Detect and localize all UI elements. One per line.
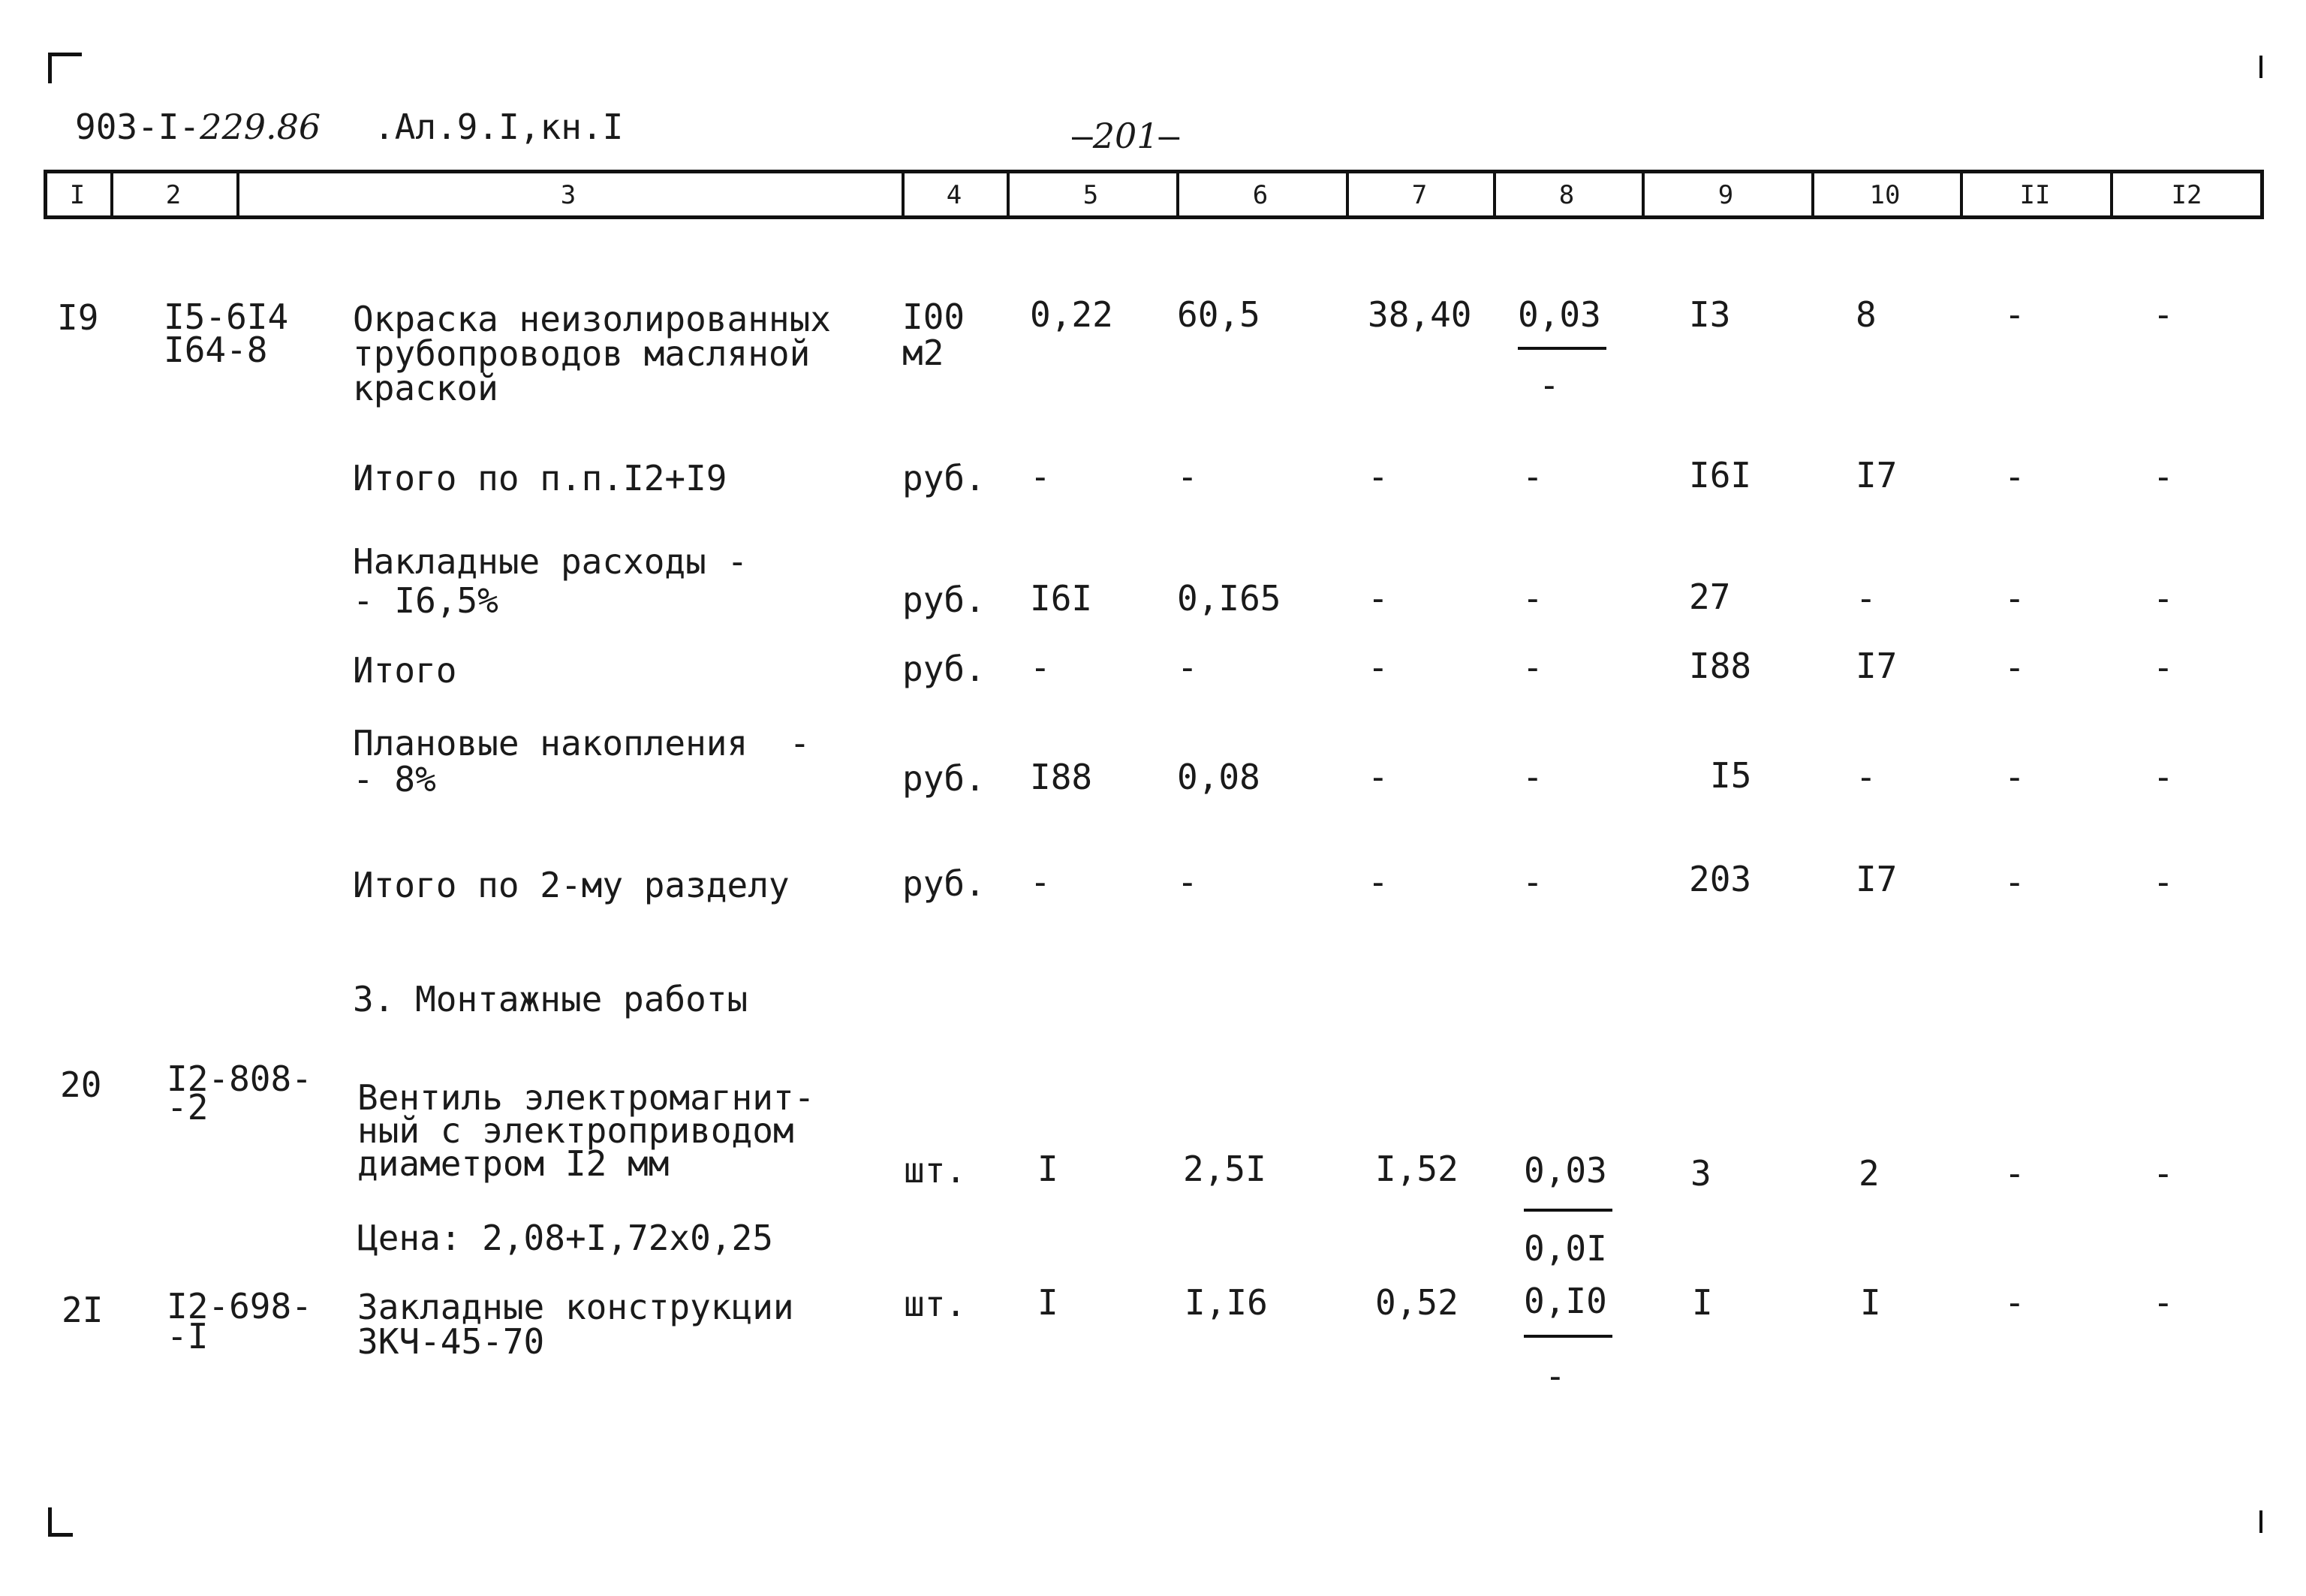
machine-cost-top: 0,03 xyxy=(1518,294,1601,335)
quantity: I xyxy=(1037,1149,1058,1189)
quantity: I6I xyxy=(1030,578,1093,619)
page-number xyxy=(1072,116,1180,156)
column-number-7: 7 xyxy=(1411,180,1428,210)
wages: - xyxy=(1368,862,1389,902)
machine-cost-bottom: 0,0I xyxy=(1524,1228,1607,1269)
total-wages: I xyxy=(1860,1282,1881,1323)
machine-cost: - xyxy=(1522,578,1543,619)
column-number-12: I2 xyxy=(2171,180,2202,210)
col-11-value: - xyxy=(2004,456,2025,497)
col-12-value: - xyxy=(2153,1153,2174,1194)
total-cost: I3 xyxy=(1689,294,1731,335)
col-11-value: - xyxy=(2004,647,2025,688)
wages: - xyxy=(1368,456,1389,497)
fraction-line xyxy=(1524,1335,1612,1338)
total-cost: I88 xyxy=(1689,646,1752,686)
machine-cost-bottom: - xyxy=(1539,365,1560,405)
work-name: Итого по 2-му разделу xyxy=(353,865,790,905)
wages: - xyxy=(1368,757,1389,797)
quantity: I88 xyxy=(1030,757,1093,797)
rate-code: I2-808- -2 xyxy=(167,1058,312,1128)
work-name: Итого по п.п.I2+I9 xyxy=(353,458,727,498)
col-12-value: - xyxy=(2153,647,2174,688)
total-cost: 203 xyxy=(1689,859,1752,899)
column-number-11: II xyxy=(2019,180,2051,210)
work-name: Вентиль электромагнит- ный с электроприводом диаметром I2 мм xyxy=(357,1077,815,1184)
price-formula: Цена: 2,08+I,72х0,25 xyxy=(357,1218,773,1258)
wages: I,52 xyxy=(1375,1149,1459,1189)
column-number-header xyxy=(44,170,2264,219)
machine-cost-top: 0,I0 xyxy=(1524,1281,1607,1321)
column-number-1: I xyxy=(69,180,86,210)
total-wages: 8 xyxy=(1856,294,1877,335)
column-number-2: 2 xyxy=(165,180,182,210)
col-11-value: - xyxy=(2004,757,2025,797)
unit-cost: 0,08 xyxy=(1177,757,1260,797)
column-divider xyxy=(902,173,905,215)
column-number-8: 8 xyxy=(1558,180,1575,210)
corner-mark-top-right xyxy=(2259,56,2262,78)
col-12-value: - xyxy=(2153,294,2174,335)
unit-cost: I,I6 xyxy=(1185,1282,1268,1323)
unit: шт. xyxy=(904,1150,967,1191)
rate-code: I2-698- -I xyxy=(167,1286,312,1357)
column-divider xyxy=(1493,173,1496,215)
column-number-4: 4 xyxy=(946,180,962,210)
wages: 38,40 xyxy=(1368,294,1472,335)
column-number-6: 6 xyxy=(1252,180,1269,210)
column-number-3: 3 xyxy=(560,180,576,210)
fraction-line xyxy=(1518,347,1606,350)
wages: 0,52 xyxy=(1375,1282,1459,1323)
column-divider xyxy=(1346,173,1349,215)
column-divider xyxy=(1176,173,1179,215)
unit: руб. xyxy=(902,863,986,904)
page-number-dash-left: — xyxy=(1072,116,1093,156)
quantity: I xyxy=(1037,1282,1058,1323)
column-divider xyxy=(1642,173,1645,215)
machine-cost: - xyxy=(1522,862,1543,902)
corner-mark-bottom-left xyxy=(48,1507,73,1537)
quantity: - xyxy=(1030,647,1051,688)
machine-cost: - xyxy=(1522,456,1543,497)
unit-cost: 60,5 xyxy=(1177,294,1260,335)
quantity: - xyxy=(1030,862,1051,902)
document-code-handwritten: 229.86 xyxy=(200,107,321,147)
col-12-value: - xyxy=(2153,578,2174,619)
unit: руб. xyxy=(902,580,986,620)
row-number: 2I xyxy=(62,1290,104,1330)
document-code-prefix: 903-I- xyxy=(75,107,200,147)
column-divider xyxy=(110,173,113,215)
machine-cost: - xyxy=(1522,757,1543,797)
total-wages: I7 xyxy=(1856,859,1898,899)
total-cost: I6I xyxy=(1689,455,1752,495)
col-12-value: - xyxy=(2153,862,2174,902)
unit: руб. xyxy=(902,758,986,799)
col-11-value: - xyxy=(2004,1153,2025,1194)
total-wages: I7 xyxy=(1856,455,1898,495)
column-divider xyxy=(236,173,239,215)
unit: шт. xyxy=(904,1284,967,1324)
album-reference: .Ал.9.I,кн.I xyxy=(374,107,624,147)
col-11-value: - xyxy=(2004,294,2025,335)
work-name: Закладные конструкции ЗКЧ-45-70 xyxy=(357,1287,794,1362)
quantity: - xyxy=(1030,456,1051,497)
work-name: Итого xyxy=(353,650,457,691)
column-divider xyxy=(1960,173,1963,215)
col-11-value: - xyxy=(2004,578,2025,619)
column-number-10: 10 xyxy=(1869,180,1901,210)
unit-cost: - xyxy=(1177,862,1198,902)
col-11-value: - xyxy=(2004,862,2025,902)
column-divider xyxy=(1007,173,1010,215)
row-number: I9 xyxy=(57,297,99,338)
col-11-value: - xyxy=(2004,1282,2025,1323)
unit: руб. xyxy=(902,649,986,689)
column-divider xyxy=(1811,173,1814,215)
corner-mark-bottom-right xyxy=(2259,1510,2262,1533)
total-wages: 2 xyxy=(1859,1153,1880,1194)
wages: - xyxy=(1368,647,1389,688)
unit-cost: 0,I65 xyxy=(1177,578,1281,619)
unit: I00 м2 xyxy=(902,297,965,373)
total-cost: 3 xyxy=(1690,1153,1711,1194)
total-cost: 27 xyxy=(1689,577,1731,617)
fraction-line xyxy=(1524,1209,1612,1212)
unit-cost: - xyxy=(1177,647,1198,688)
quantity: 0,22 xyxy=(1030,294,1113,335)
col-12-value: - xyxy=(2153,757,2174,797)
row-number: 20 xyxy=(60,1065,102,1105)
col-12-value: - xyxy=(2153,456,2174,497)
work-name: Плановые накопления - - 8% xyxy=(353,723,811,800)
unit: руб. xyxy=(902,458,986,498)
work-name: Накладные расходы - - I6,5% xyxy=(353,541,748,621)
page-number-value: 201 xyxy=(1092,116,1159,156)
column-number-9: 9 xyxy=(1717,180,1734,210)
total-cost: I5 xyxy=(1710,755,1752,796)
work-name: Окраска неизолированных трубопроводов масляной краской xyxy=(353,299,831,408)
section-title: 3. Монтажные работы xyxy=(353,979,748,1019)
wages: - xyxy=(1368,578,1389,619)
col-12-value: - xyxy=(2153,1282,2174,1323)
machine-cost-bottom: - xyxy=(1545,1356,1566,1396)
column-divider xyxy=(2110,173,2113,215)
corner-mark-top-left xyxy=(48,53,82,83)
document-code xyxy=(75,107,321,147)
rate-code: I5-6I4 I64-8 xyxy=(164,297,289,370)
unit-cost: - xyxy=(1177,456,1198,497)
column-number-5: 5 xyxy=(1082,180,1099,210)
machine-cost: - xyxy=(1522,647,1543,688)
page-number-dash-right: — xyxy=(1158,116,1180,156)
unit-cost: 2,5I xyxy=(1183,1149,1266,1189)
total-wages: I7 xyxy=(1856,646,1898,686)
total-wages: - xyxy=(1856,578,1877,619)
machine-cost-top: 0,03 xyxy=(1524,1150,1607,1191)
total-cost: I xyxy=(1692,1282,1713,1323)
total-wages: - xyxy=(1856,757,1877,797)
